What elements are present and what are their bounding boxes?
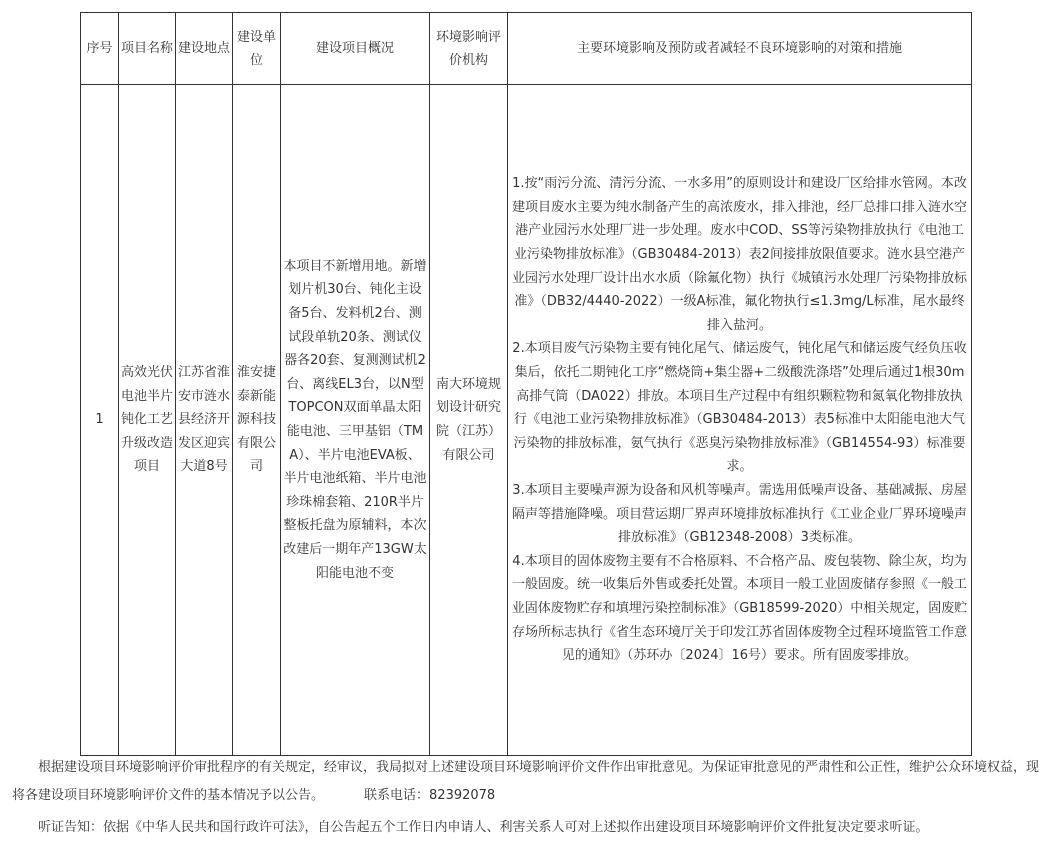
header-unit: 建设单位 xyxy=(233,13,281,85)
header-overview: 建设项目概况 xyxy=(281,13,430,85)
notice-text: 根据建设项目环境影响评价审批程序的有关规定，经审议，我局拟对上述建设项目环境影响评价文件作出审批意见。为保证审批意见的严肃性和公正性，维护公众环境权益，现将各建设项目环境影响评价文件的基本情况予以公告。 xyxy=(12,760,1040,803)
header-agency: 环境影响评价机构 xyxy=(430,13,508,85)
header-location: 建设地点 xyxy=(176,13,233,85)
header-project-name: 项目名称 xyxy=(119,13,176,85)
header-measures: 主要环境影响及预防或者减轻不良环境影响的对策和措施 xyxy=(508,13,972,85)
header-seq: 序号 xyxy=(81,13,119,85)
project-table xyxy=(80,12,972,756)
measure-air: 2.本项目废气污染物主要有钝化尾气、储运废气，钝化尾气和储运废气经负压收集后，依托二期钝化工序“燃烧筒+集尘器+二级酸洗涤塔”处理后通过1根30m高排气筒（DA022）排放。本项目生产过程中有组织颗粒物和氮氧化物排放执行《电池工业污染物排放标准》（GB30484-2013）表5标准中太阳能电池大气污染物的排放标准，氨气执行《恶臭污染物排放标准》（GB14554-93）标准要求。 xyxy=(512,341,967,475)
table-header-row xyxy=(81,13,972,85)
cell-unit: 淮安捷泰新能源科技有限公司 xyxy=(233,85,281,756)
cell-measures xyxy=(508,85,972,756)
table-row xyxy=(81,85,972,756)
cell-overview: 本项目不新增用地。新增划片机30台、钝化主设备5台、发料机2台、测试段单轨20条、测试仪器各20套、复测测试机2台、离线EL3台，以N型TOPCON双面单晶太阳能电池、三甲基铝（TMA）、半片电池EVA板、半片电池纸箱、半片电池珍珠棉套箱、210R半片整板托盘为原辅料，本次改建后一期年产13GW太阳能电池不变 xyxy=(281,85,430,756)
hearing-paragraph: 听证告知：依据《中华人民共和国行政许可法》，自公告起五个工作日内申请人、利害关系人可对上述拟作出建设项目环境影响评价文件批复决定要求听证。 xyxy=(38,820,929,835)
phone-label: 联系电话： xyxy=(364,788,430,803)
measure-solid-waste: 4.本项目的固体废物主要有不合格原料、不合格产品、废包装物、除尘灰，均为一般固废。统一收集后外售或委托处置。本项目一般工业固废储存参照《一般工业固体废物贮存和填埋污染控制标准》（GB18599-2020）中相关规定，固废贮存场所标志执行《省生态环境厅关于印发江苏省固体废物全过程环境监管工作意见的通知》（苏环办〔2024〕16号）要求。所有固废零排放。 xyxy=(511,553,968,664)
cell-agency: 南大环境规划设计研究院（江苏）有限公司 xyxy=(430,85,508,756)
measure-water: 1.按“雨污分流、清污分流、一水多用”的原则设计和建设厂区给排水管网。本改建项目废水主要为纯水制备产生的高浓废水，排入排池，经厂总排口排入涟水空港产业园污水处理厂进一步处理。废水中COD、SS等污染物排放执行《电池工业污染物排放标准》（GB30484-2013）表2间接排放限值要求。涟水县空港产业园污水处理厂设计出水水质（除氟化物）执行《城镇污水处理厂污染物排放标准》（DB32/4440-2022）一级A标准，氟化物执行≤1.3mg/L标准，尾水最终排入盐河。 xyxy=(511,176,967,333)
cell-seq: 1 xyxy=(81,85,119,756)
measure-noise: 3.本项目主要噪声源为设备和风机等噪声。需选用低噪声设备、基础减振、房屋隔声等措施降噪。项目营运期厂界声环境排放标准执行《工业企业厂界环境噪声排放标准》（GB12348-2008）3类标准。 xyxy=(511,482,967,546)
notice-paragraph xyxy=(12,754,1050,810)
cell-project-name: 高效光伏电池半片钝化工艺升级改造项目 xyxy=(119,85,176,756)
cell-location: 江苏省淮安市涟水县经济开发区迎宾大道8号 xyxy=(176,85,233,756)
phone-number: 82392078 xyxy=(429,788,496,803)
